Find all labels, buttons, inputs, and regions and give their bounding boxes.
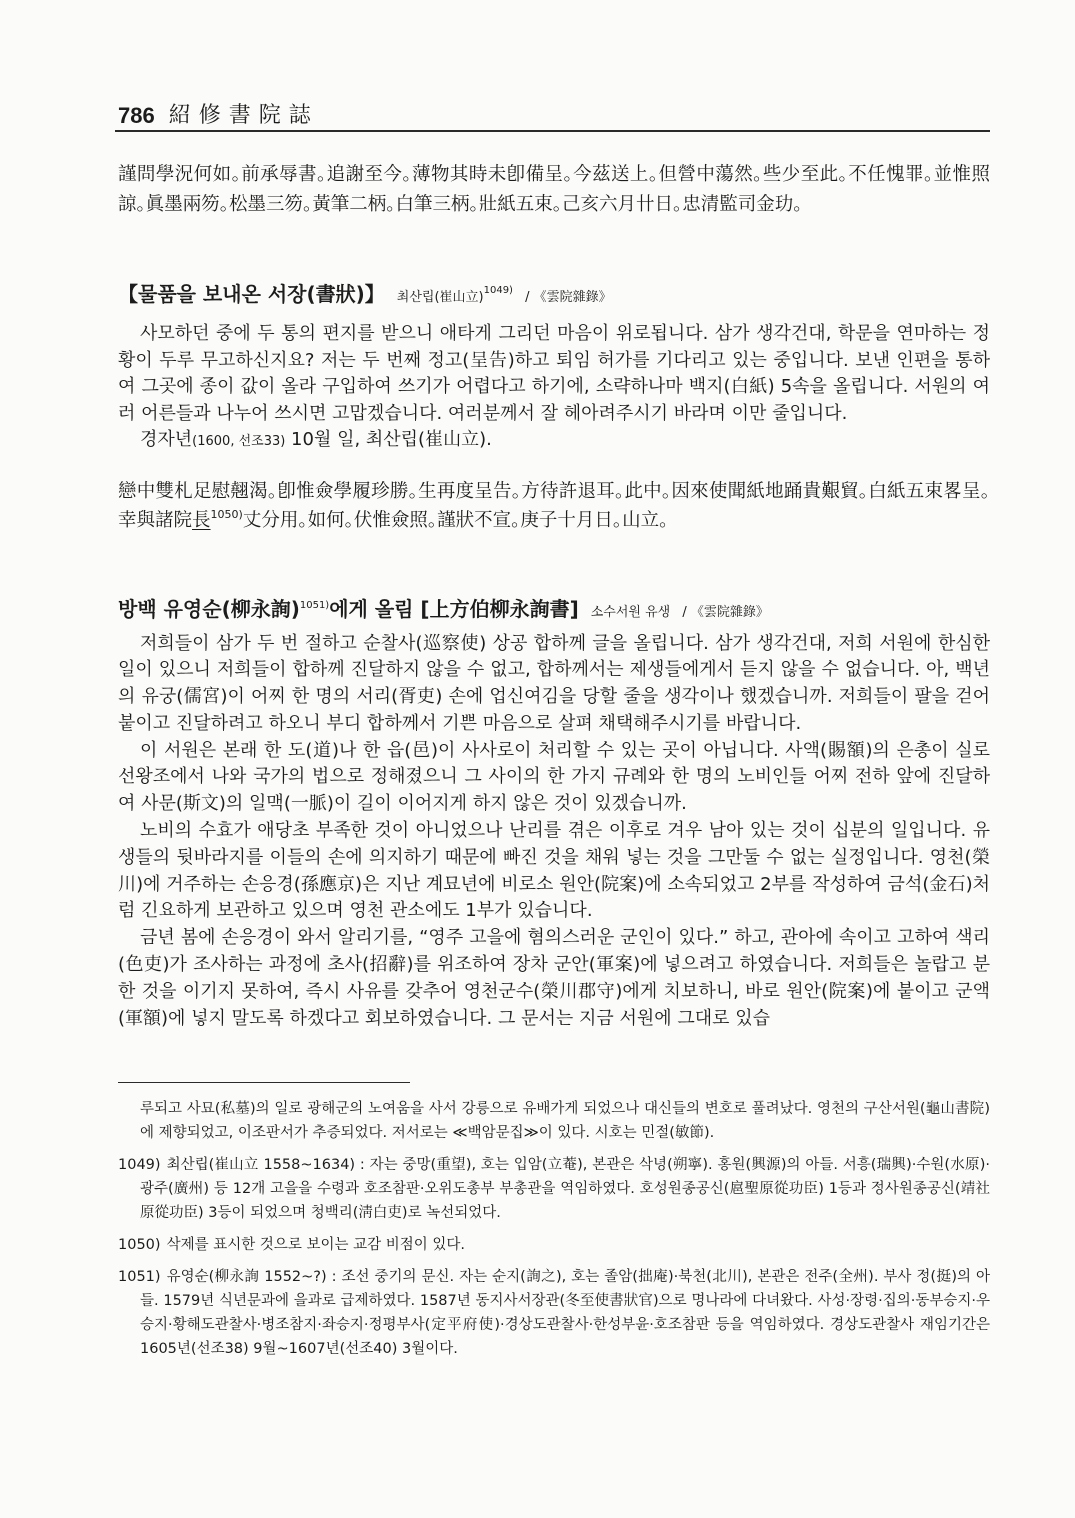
footnote-label: 1049) [118, 1157, 161, 1174]
footnote-ref-1051: 1051) [299, 599, 330, 611]
letter-2-heading [118, 595, 990, 623]
opening-classical-text: 謹問學況何如。前承辱書。追謝至今。薄物其時未卽備呈。今茲送上。但營中蕩然。些少至此。不任愧罪。並惟照諒。眞墨兩笏。松墨三笏。黃筆二柄。白筆三柄。壯紙五束。己亥六月卄日。忠清監司金玏。 [118, 164, 990, 215]
footnote-label: 1051) [118, 1269, 161, 1286]
footnote-continuation: 루되고 사묘(私墓)의 일로 광해군의 노여움을 사서 강릉으로 유배가게 되었으나 대신들의 변호로 풀려났다. 영천의 구산서원(龜山書院)에 제향되었고, 이조판서가 추증되었다. 저서로는 ≪백암문집≫이 있다. 시호는 민절(敏節). [140, 1101, 990, 1142]
letter-1-classical-text [118, 477, 990, 535]
classical-text-part: 丈分用。如何。伏惟僉照。謹狀不宣。庚子十月日。山立。 [242, 509, 669, 531]
footnote-ref-1050: 1050) [210, 507, 243, 521]
letter-2-title [118, 595, 579, 623]
page-number: 786 [118, 103, 155, 128]
running-header [115, 98, 990, 132]
footnote-text: 유영순(柳永詢 1552~?) : 조선 중기의 문신. 자는 순지(詢之), 호는 졸암(拙庵)·북천(北川), 본관은 전주(全州). 부사 정(挺)의 아들. 1579년 식년문과에 을과로 급제하였다. 1587년 동지사서장관(冬至使書狀官)으로 명나라에 다녀왔다. 사성·장령·집의·동부승지·우승지·황해도관찰사·병조참지·좌승지·정평부사(定平府使)·경상도관찰사·한성부윤·호조참판 등을 역임하였다. 경상도관찰사 재임기간은 1605년(선조38) 9월~1607년(선조40) 3월이다. [140, 1269, 990, 1358]
letter-1-author: 최산립(崔山立) [396, 290, 484, 305]
letter-1-title: 【물품을 보내온 서장(書狀)】 [118, 282, 385, 306]
letter-1-heading [118, 280, 990, 308]
date-suffix: 10월 일, 최산립(崔山立). [285, 429, 492, 450]
letter-1-translation-paragraph: 사모하던 중에 두 통의 편지를 받으니 애타게 그리던 마음이 위로됩니다. 삼가 생각건대, 학문을 연마하는 정황이 두루 무고하신지요? 저는 두 번째 정고(呈告)하고 퇴임 허가를 기다리고 있는 중입니다. 보낸 인편을 통하여 그곳에 종이 값이 올라 구입하여 쓰기가 어렵다고 하기에, 소략하나마 백지(白紙) 5속을 올립니다. 서원의 여러 어른들과 나누어 쓰시면 고맙겠습니다. 여러분께서 잘 헤아려주시기 바라며 이만 줄입니다. [118, 323, 990, 424]
letter-1-source: / 《雲院雜錄》 [525, 290, 612, 305]
collation-marked-char: 長 [192, 509, 211, 531]
classical-text-part: 戀中雙札足慰翹渴。卽惟僉學履珍勝。生再度呈告。方待許退耳。此中。因來使聞紙地踊貴艱貿。白紙五束畧呈。幸與諸院 [118, 480, 990, 531]
date-era: (1600, 선조33) [192, 434, 286, 449]
letter-2-paragraph: 이 서원은 본래 한 도(道)나 한 읍(邑)이 사사로이 처리할 수 있는 곳이 아닙니다. 사액(賜額)의 은총이 실로 선왕조에서 나와 국가의 법으로 정해졌으니 그 사이의 한 가지 규례와 한 명의 노비인들 어찌 전하 앞에 진달하여 사문(斯文)의 일맥(一脈)이 길이 이어지게 하지 않은 것이 있겠습니까. [118, 739, 990, 815]
letter-2-source: / 《雲院雜錄》 [682, 604, 769, 620]
letter-1-author-note-ref: 1049) [483, 285, 513, 296]
footnote-label: 1050) [118, 1237, 161, 1254]
letter-2-paragraph: 저희들이 삼가 두 번 절하고 순찰사(巡察使) 상공 합하께 글을 올립니다. 삼가 생각건대, 저희 서원에 한심한 일이 있으니 저희들이 합하께 진달하지 않을 수 없고, 합하께서는 제생들에게서 듣지 않을 수 없습니다. 아, 백년의 유궁(儒宮)이 어찌 한 명의 서리(胥吏) 손에 업신여김을 당할 줄을 생각이나 했겠습니까. 저희들이 팔을 걷어붙이고 진달하려고 하오니 부디 합하께서 기쁜 마음으로 살펴 채택해주시기를 바랍니다. [118, 632, 990, 734]
footnote-text: 삭제를 표시한 것으로 보이는 교감 비점이 있다. [166, 1237, 465, 1254]
letter-2-author: 소수서원 유생 [590, 604, 671, 620]
footnote-1050 [118, 1233, 990, 1257]
letter-2-paragraph: 노비의 수효가 애당초 부족한 것이 아니었으나 난리를 겪은 이후로 겨우 남아 있는 것이 십분의 일입니다. 유생들의 뒷바라지를 이들의 손에 의지하기 때문에 빠진 것을 채워 넣는 것을 그만둘 수 없는 실정입니다. 영천(榮川)에 거주하는 손응경(孫應京)은 지난 계묘년에 비로소 원안(院案)에 소속되었고 2부를 작성하여 금석(金石)처럼 긴요하게 보관하고 있으며 영천 관소에도 1부가 있습니다. [118, 820, 990, 922]
footnote-divider [118, 1082, 410, 1083]
letter-1-meta [397, 286, 612, 305]
footnote-1049 [118, 1153, 990, 1225]
letter-2-title-part: 방백 유영순(柳永詢) [118, 596, 300, 621]
letter-1-date-line [118, 427, 990, 456]
letter-2-meta [591, 601, 769, 620]
date-prefix: 경자년 [140, 429, 193, 450]
letter-2-title-part: 에게 올림 [上方伯柳永詢書] [329, 596, 579, 621]
letter-2-paragraph: 금년 봄에 손응경이 와서 알리기를, “영주 고을에 혐의스러운 군인이 있다.” 하고, 관아에 속이고 고하여 색리(色吏)가 조사하는 과정에 초사(招辭)를 위조하여 장차 군안(軍案)에 넣으려고 하였습니다. 저희들은 놀랍고 분한 것을 이기지 못하여, 즉시 사유를 갖추어 영천군수(榮川郡守)에게 치보하니, 바로 원안(院案)에 붙이고 군액(軍額)에 넣지 말도록 하겠다고 회보하였습니다. 그 문서는 지금 서원에 그대로 있습 [118, 927, 990, 1029]
book-title: 紹修書院誌 [168, 103, 319, 128]
letter-1-translation [118, 321, 990, 456]
footnote-1051 [118, 1265, 990, 1361]
letter-2-translation [118, 631, 990, 1033]
footnote-text: 최산립(崔山立 1558~1634) : 자는 중망(重望), 호는 입암(立菴), 본관은 삭녕(朔寧). 홍원(興源)의 아들. 서흥(瑞興)·수원(水原)·광주(廣州) 등 12개 고을을 수령과 호조참판·오위도총부 부총관을 역임하였다. 호성원종공신(扈聖原從功臣) 1등과 정사원종공신(靖社原從功臣) 3등이 되었으며 청백리(淸白吏)로 녹선되었다. [140, 1157, 990, 1222]
footnotes [118, 1097, 990, 1361]
